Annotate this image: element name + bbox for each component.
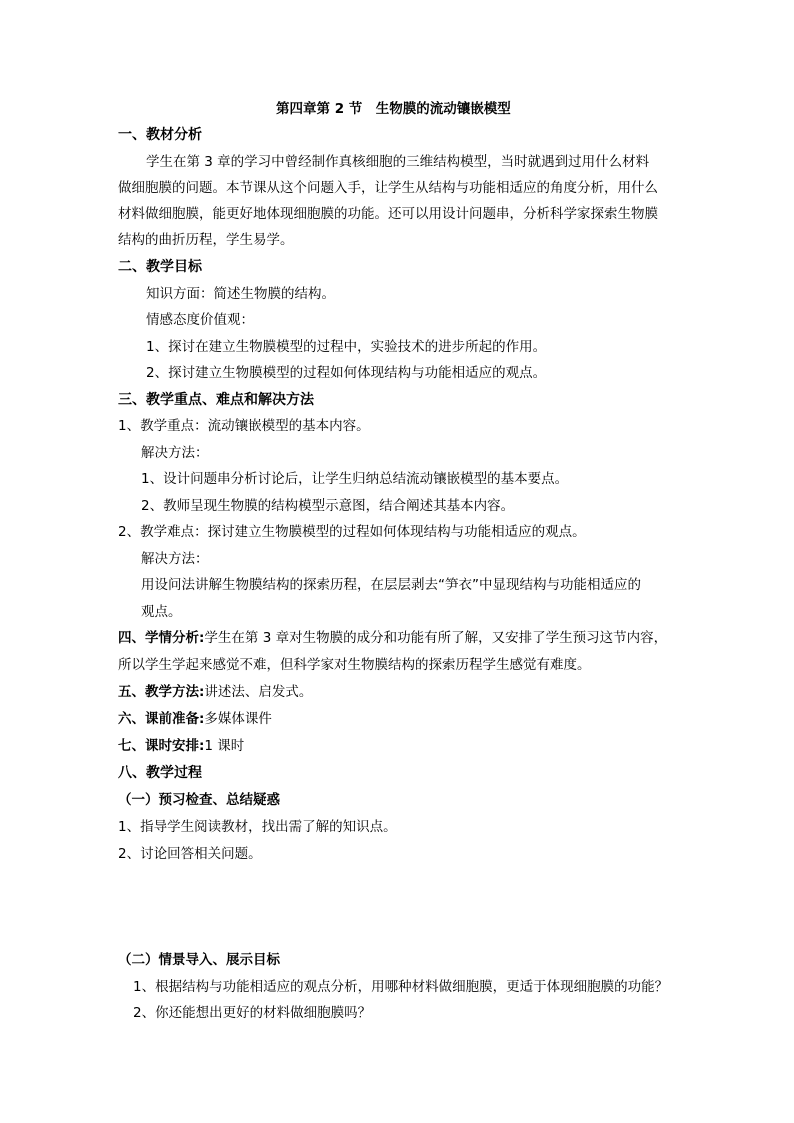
- section-text: 1 课时: [204, 738, 245, 754]
- method-label: 解决方法：: [141, 551, 209, 567]
- list-item: 2、探讨建立生物膜模型的过程如何体现结构与功能相适应的观点。: [146, 365, 547, 381]
- document-title: 第四章第 2 节 生物膜的流动镶嵌模型: [276, 101, 511, 117]
- section-heading: 二、教学目标: [118, 259, 202, 275]
- difficult-point: 2、教学难点：探讨建立生物膜模型的过程如何体现结构与功能相适应的观点。: [118, 524, 586, 540]
- paragraph-line: 学生在第 3 章对生物膜的成分和功能有所了解，又安排了学生预习这节内容，: [204, 630, 668, 646]
- section-heading: 三、教学重点、难点和解决方法: [118, 392, 314, 408]
- paragraph-line: 用设问法讲解生物膜结构的探索历程，在层层剥去“笋衣”中显现结构与功能相适应的: [141, 577, 641, 593]
- key-point: 1、教学重点：流动镶嵌模型的基本内容。: [118, 418, 370, 434]
- paragraph-line: 结构的曲折历程，学生易学。: [118, 232, 294, 248]
- paragraph-line: 学生在第 3 章的学习中曾经制作真核细胞的三维结构模型，当时就遇到过用什么材料: [146, 154, 650, 170]
- subsection-heading: （一）预习检查、总结疑惑: [118, 792, 280, 808]
- section-heading: 一、教材分析: [118, 127, 202, 143]
- list-item: 2、你还能想出更好的材料做细胞膜吗？: [133, 1005, 372, 1021]
- section-line: [118, 683, 312, 701]
- section-heading: 四、学情分析:: [118, 630, 205, 646]
- method-label: 解决方法：: [141, 445, 209, 461]
- section-heading: 六、课前准备:: [118, 711, 205, 727]
- paragraph-line: 观点。: [141, 604, 182, 620]
- section-line: [118, 710, 272, 728]
- section-heading: 五、教学方法:: [118, 684, 205, 700]
- knowledge-goal: 知识方面：简述生物膜的结构。: [146, 286, 335, 302]
- list-item: 1、探讨在建立生物膜模型的过程中，实验技术的进步所起的作用。: [146, 339, 547, 355]
- paragraph-line: 做细胞膜的问题。本节课从这个问题入手，让学生从结构与功能相适应的角度分析，用什么: [118, 180, 658, 196]
- list-item: 2、教师呈现生物膜的结构模型示意图，结合阐述其基本内容。: [141, 498, 515, 514]
- section-line: [118, 629, 667, 647]
- paragraph-line: 所以学生学起来感觉不难，但科学家对生物膜结构的探索历程学生感觉有难度。: [118, 657, 591, 673]
- section-text: 多媒体课件: [204, 711, 272, 727]
- section-heading: 八、教学过程: [118, 765, 202, 781]
- section-text: 讲述法、启发式。: [204, 684, 313, 700]
- list-item: 1、设计问题串分析讨论后，让学生归纳总结流动镶嵌模型的基本要点。: [141, 471, 569, 487]
- paragraph-line: 材料做细胞膜，能更好地体现细胞膜的功能。还可以用设计问题串，分析科学家探索生物膜: [118, 206, 658, 222]
- list-item: 1、指导学生阅读教材，找出需了解的知识点。: [118, 819, 397, 835]
- section-heading: 七、课时安排:: [118, 738, 205, 754]
- subsection-heading: （二）情景导入、展示目标: [118, 952, 280, 968]
- section-line: [118, 737, 244, 755]
- emotion-goal-label: 情感态度价值观：: [146, 312, 254, 328]
- list-item: 1、根据结构与功能相适应的观点分析，用哪种材料做细胞膜，更适于体现细胞膜的功能？: [133, 979, 669, 995]
- list-item: 2、讨论回答相关问题。: [118, 846, 262, 862]
